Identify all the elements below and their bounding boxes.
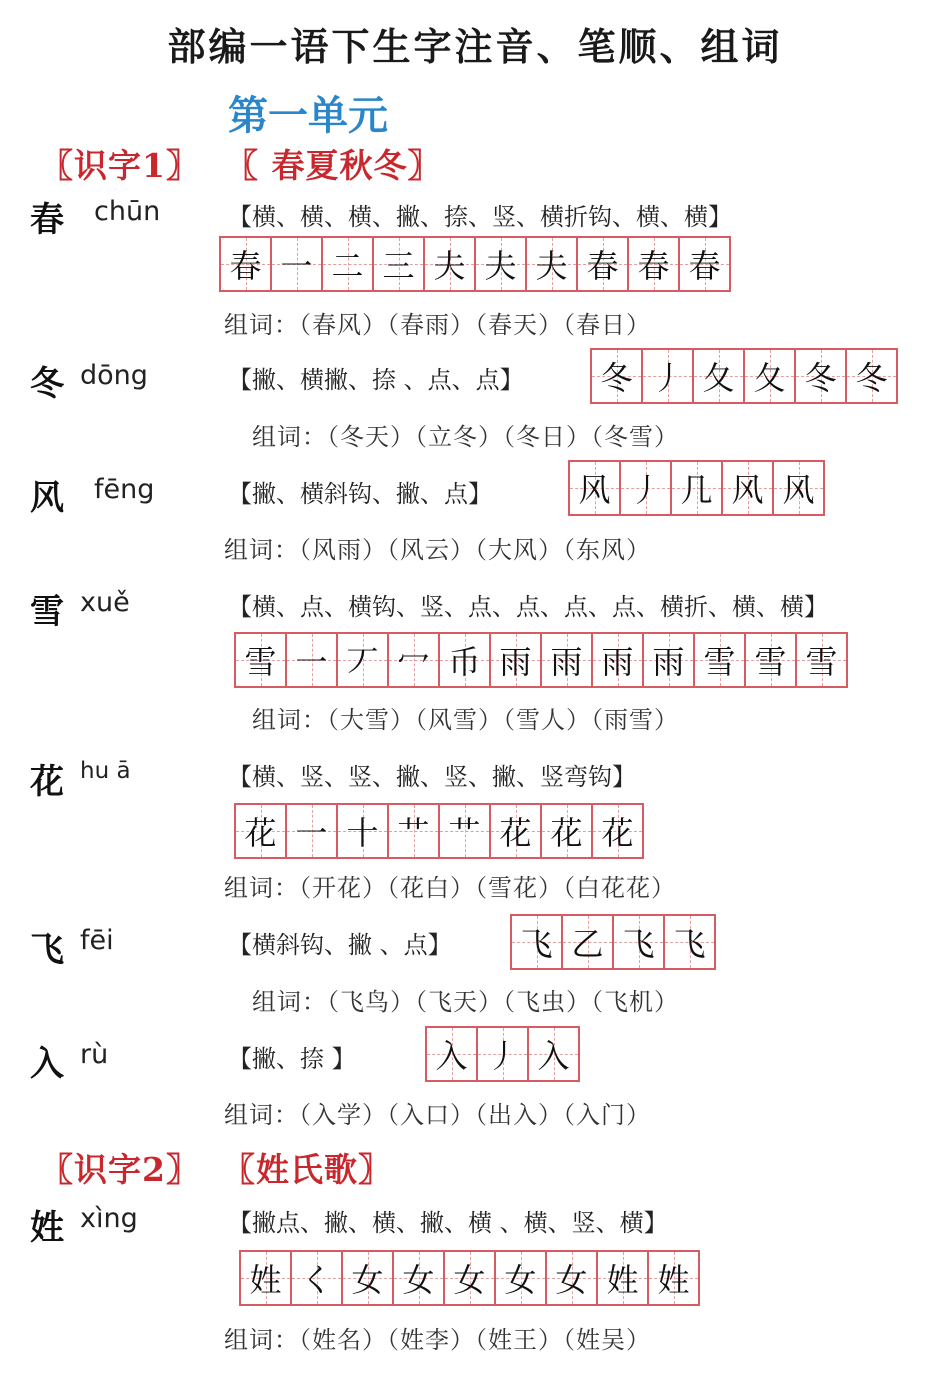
pinyin: xìng xyxy=(80,1203,138,1234)
stroke-step-glyph: 飞 xyxy=(622,925,655,963)
stroke-order-grid xyxy=(219,236,731,292)
stroke-step-cell xyxy=(512,916,563,968)
character: 飞 xyxy=(30,930,64,970)
stroke-step-cell xyxy=(394,1252,445,1304)
stroke-step-glyph: 春 xyxy=(637,247,670,285)
stroke-step-glyph: 姓 xyxy=(249,1261,282,1299)
stroke-step-glyph: 飞 xyxy=(520,925,553,963)
stroke-step-cell xyxy=(570,462,621,514)
stroke-step-cell xyxy=(389,805,440,857)
pinyin: rù xyxy=(80,1039,109,1070)
stroke-step-glyph: 姓 xyxy=(606,1261,639,1299)
stroke-step-cell xyxy=(644,634,695,686)
stroke-step-cell xyxy=(665,916,714,968)
stroke-step-glyph: 风 xyxy=(782,471,815,509)
stroke-step-glyph: 一 xyxy=(295,643,328,681)
stroke-names: 【横斜钩、撇 、点】 xyxy=(228,931,452,959)
stroke-order-grid xyxy=(234,632,848,688)
stroke-step-cell xyxy=(629,238,680,290)
stroke-order-grid xyxy=(425,1026,580,1082)
stroke-step-cell xyxy=(491,634,542,686)
stroke-step-glyph: 艹 xyxy=(448,814,481,852)
stroke-step-cell xyxy=(343,1252,394,1304)
stroke-step-cell xyxy=(425,238,476,290)
stroke-step-glyph: 飞 xyxy=(673,925,706,963)
stroke-step-cell xyxy=(496,1252,547,1304)
stroke-step-cell xyxy=(542,634,593,686)
stroke-step-glyph: 女 xyxy=(351,1261,384,1299)
stroke-names: 【撇、横斜钩、撇、点】 xyxy=(228,480,492,508)
stroke-step-glyph: 二 xyxy=(331,247,364,285)
stroke-step-cell xyxy=(221,238,272,290)
stroke-step-cell xyxy=(236,805,287,857)
pinyin: fēi xyxy=(80,925,114,956)
stroke-step-glyph: 三 xyxy=(382,247,415,285)
stroke-step-glyph: 花 xyxy=(244,814,277,852)
stroke-step-cell xyxy=(578,238,629,290)
stroke-step-glyph: 冬 xyxy=(600,359,633,397)
stroke-step-cell xyxy=(440,805,491,857)
stroke-step-cell xyxy=(563,916,614,968)
stroke-step-glyph: 风 xyxy=(578,471,611,509)
word-list: 组词：（冬天）（立冬）（冬日）（冬雪） xyxy=(252,423,679,451)
stroke-step-cell xyxy=(476,238,527,290)
stroke-order-grid xyxy=(234,803,644,859)
stroke-step-cell xyxy=(527,238,578,290)
stroke-step-glyph: 夫 xyxy=(433,247,466,285)
stroke-step-cell xyxy=(695,634,746,686)
stroke-step-cell xyxy=(374,238,425,290)
stroke-step-cell xyxy=(847,350,896,402)
stroke-step-glyph: 雨 xyxy=(601,643,634,681)
stroke-step-cell xyxy=(338,634,389,686)
stroke-names: 【撇、横撇、捺 、点、点】 xyxy=(228,366,524,394)
stroke-order-grid xyxy=(510,914,716,970)
stroke-step-glyph: 花 xyxy=(601,814,634,852)
stroke-step-glyph: 冬 xyxy=(804,359,837,397)
stroke-step-glyph: 雪 xyxy=(805,643,838,681)
character: 入 xyxy=(30,1044,64,1084)
stroke-step-cell xyxy=(323,238,374,290)
stroke-step-glyph: 雨 xyxy=(499,643,532,681)
stroke-step-cell xyxy=(746,634,797,686)
stroke-step-cell xyxy=(478,1028,529,1080)
pinyin: hu ā xyxy=(80,758,131,784)
stroke-step-cell xyxy=(745,350,796,402)
stroke-step-glyph: 女 xyxy=(402,1261,435,1299)
stroke-step-cell xyxy=(338,805,389,857)
stroke-step-cell xyxy=(440,634,491,686)
stroke-names: 【横、竖、竖、撇、竖、撇、竖弯钩】 xyxy=(228,763,636,791)
word-list: 组词：（开花）（花白）（雪花）（白花花） xyxy=(224,874,676,902)
word-list: 组词：（飞鸟）（飞天）（飞虫）（飞机） xyxy=(252,988,679,1016)
stroke-step-cell xyxy=(236,634,287,686)
stroke-step-glyph: 冖 xyxy=(397,643,430,681)
stroke-step-cell xyxy=(774,462,823,514)
stroke-step-glyph: 一 xyxy=(295,814,328,852)
stroke-step-glyph: 冬 xyxy=(855,359,888,397)
stroke-step-cell xyxy=(598,1252,649,1304)
word-list: 组词：（风雨）（风云）（大风）（东风） xyxy=(224,536,651,564)
stroke-step-cell xyxy=(593,634,644,686)
page-title: 部编一语下生字注音、笔顺、组词 xyxy=(167,24,783,69)
stroke-step-cell xyxy=(649,1252,698,1304)
stroke-step-glyph: 丿 xyxy=(629,471,662,509)
stroke-order-grid xyxy=(239,1250,700,1306)
stroke-step-cell xyxy=(241,1252,292,1304)
stroke-names: 【撇、捺 】 xyxy=(228,1045,356,1073)
stroke-step-cell xyxy=(592,350,643,402)
stroke-step-glyph: 丿 xyxy=(486,1037,519,1075)
stroke-step-glyph: 女 xyxy=(504,1261,537,1299)
stroke-order-grid xyxy=(590,348,898,404)
stroke-step-cell xyxy=(272,238,323,290)
stroke-step-glyph: 十 xyxy=(346,814,379,852)
stroke-step-glyph: 雨 xyxy=(652,643,685,681)
stroke-step-cell xyxy=(445,1252,496,1304)
character: 冬 xyxy=(30,364,64,404)
stroke-step-cell xyxy=(593,805,642,857)
stroke-step-cell xyxy=(287,634,338,686)
stroke-step-glyph: 入 xyxy=(435,1037,468,1075)
word-list: 组词：（春风）（春雨）（春天）（春日） xyxy=(224,311,651,339)
stroke-step-glyph: 雪 xyxy=(244,643,277,681)
stroke-step-glyph: 春 xyxy=(586,247,619,285)
stroke-step-glyph: 几 xyxy=(680,471,713,509)
stroke-step-glyph: 春 xyxy=(229,247,262,285)
pinyin: dōng xyxy=(80,360,148,391)
word-list: 组词：（大雪）（风雪）（雪人）（雨雪） xyxy=(252,706,679,734)
lesson-name: 〖 春夏秋冬〗 xyxy=(225,146,442,185)
stroke-step-glyph: く xyxy=(300,1261,333,1299)
stroke-step-cell xyxy=(643,350,694,402)
stroke-step-glyph: 雨 xyxy=(550,643,583,681)
stroke-step-glyph: 乙 xyxy=(571,925,604,963)
stroke-step-glyph: 丆 xyxy=(346,643,379,681)
stroke-step-glyph: 风 xyxy=(731,471,764,509)
lesson-name: 〖姓氏歌〗 xyxy=(222,1150,392,1189)
stroke-step-cell xyxy=(797,634,846,686)
pinyin: fēng xyxy=(94,474,155,505)
stroke-step-cell xyxy=(614,916,665,968)
stroke-step-glyph: 入 xyxy=(537,1037,570,1075)
stroke-step-cell xyxy=(723,462,774,514)
stroke-step-cell xyxy=(672,462,723,514)
character: 风 xyxy=(30,478,64,518)
stroke-step-cell xyxy=(621,462,672,514)
character: 姓 xyxy=(30,1208,64,1248)
stroke-step-glyph: 花 xyxy=(499,814,532,852)
stroke-step-glyph: 女 xyxy=(453,1261,486,1299)
stroke-step-cell xyxy=(796,350,847,402)
character: 雪 xyxy=(30,592,64,632)
stroke-step-cell xyxy=(491,805,542,857)
stroke-step-cell xyxy=(292,1252,343,1304)
stroke-step-glyph: 夂 xyxy=(702,359,735,397)
stroke-step-cell xyxy=(287,805,338,857)
stroke-step-cell xyxy=(529,1028,578,1080)
stroke-step-glyph: 春 xyxy=(688,247,721,285)
word-list: 组词：（入学）（入口）（出入）（入门） xyxy=(224,1101,651,1129)
stroke-step-glyph: 姓 xyxy=(657,1261,690,1299)
character: 春 xyxy=(30,200,64,240)
stroke-step-cell xyxy=(389,634,440,686)
stroke-step-glyph: 夫 xyxy=(535,247,568,285)
stroke-step-cell xyxy=(427,1028,478,1080)
stroke-step-glyph: 币 xyxy=(448,643,481,681)
stroke-step-glyph: 夫 xyxy=(484,247,517,285)
stroke-names: 【撇点、撇、横、撇、横 、横、竖、横】 xyxy=(228,1209,668,1237)
pinyin: chūn xyxy=(94,196,161,227)
stroke-step-glyph: 花 xyxy=(550,814,583,852)
stroke-names: 【横、点、横钩、竖、点、点、点、点、横折、横、横】 xyxy=(228,593,828,621)
stroke-step-cell xyxy=(680,238,729,290)
stroke-step-glyph: 艹 xyxy=(397,814,430,852)
unit-heading: 第一单元 xyxy=(228,92,388,139)
lesson-label: 〖识字2〗 xyxy=(40,1150,200,1189)
stroke-names: 【横、横、横、撇、捺、竖、横折钩、横、横】 xyxy=(228,203,732,231)
stroke-order-grid xyxy=(568,460,825,516)
stroke-step-glyph: 雪 xyxy=(754,643,787,681)
stroke-step-cell xyxy=(547,1252,598,1304)
pinyin: xuě xyxy=(80,587,130,618)
stroke-step-cell xyxy=(542,805,593,857)
character: 花 xyxy=(30,762,64,802)
stroke-step-cell xyxy=(694,350,745,402)
stroke-step-glyph: 丿 xyxy=(651,359,684,397)
stroke-step-glyph: 一 xyxy=(280,247,313,285)
stroke-step-glyph: 夂 xyxy=(753,359,786,397)
lesson-label: 〖识字1〗 xyxy=(40,146,200,185)
stroke-step-glyph: 雪 xyxy=(703,643,736,681)
stroke-step-glyph: 女 xyxy=(555,1261,588,1299)
word-list: 组词：（姓名）（姓李）（姓王）（姓吴） xyxy=(224,1326,651,1354)
